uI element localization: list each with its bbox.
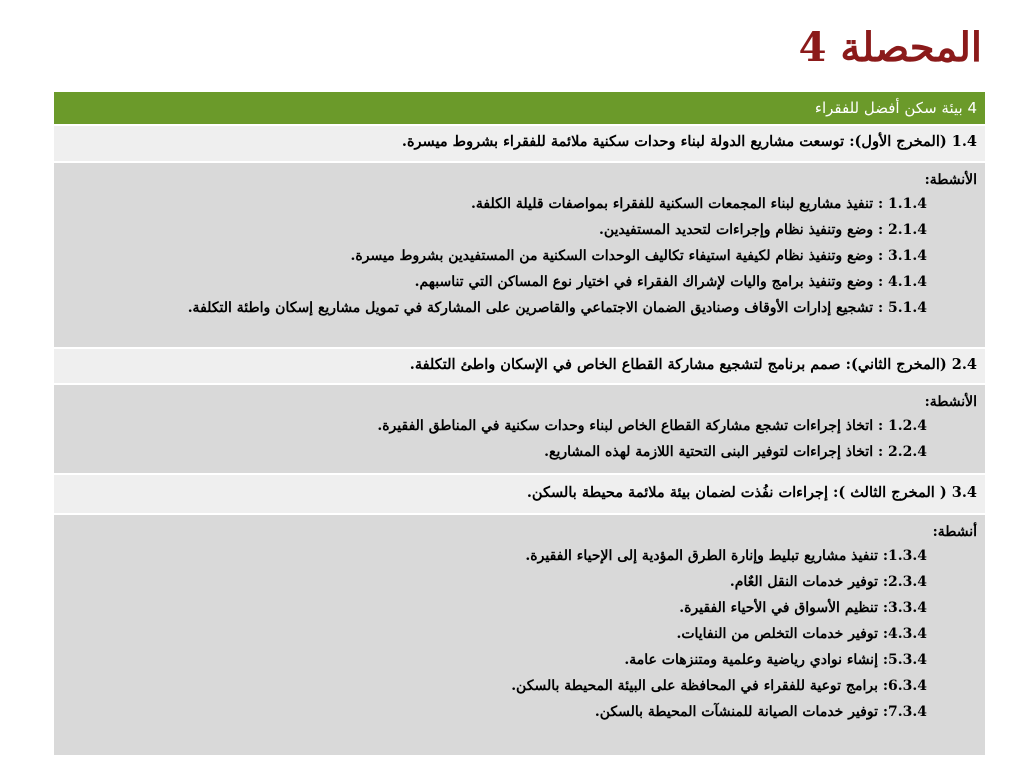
output-row-3: 3.4 ( المخرج الثالث ): إجراءات نفُذت لضمان بيئة ملائمة محيطة بالسكن.: [54, 475, 985, 515]
activity-item: 6.3.4: برامج توعية للفقراء في المحافظة على البيئة المحيطة بالسكن.: [511, 678, 927, 694]
activity-item: 1.3.4: تنفيذ مشاريع تبليط وإنارة الطرق المؤدية إلى الإحياء الفقيرة.: [525, 548, 927, 564]
activities-cell-1: [54, 163, 985, 349]
activities-label: الأنشطة:: [924, 394, 977, 410]
activity-item: 1.1.4 : تنفيذ مشاريع لبناء المجمعات السكنية للفقراء بمواصفات قليلة الكلفة.: [471, 196, 927, 212]
activity-item: 2.2.4 : اتخاذ إجراءات لتوفير البنى التحتية اللازمة لهذه المشاريع.: [544, 444, 927, 460]
activities-cell-3: [54, 515, 985, 757]
activity-item: 4.1.4 : وضع وتنفيذ برامج واليات لإشراك الفقراء في اختيار نوع المساكن التي تناسبهم.: [414, 274, 927, 290]
activity-item: 4.3.4: توفير خدمات التخلص من النفايات.: [676, 626, 927, 642]
page-title: المحصلة 4: [798, 24, 982, 71]
activities-label: الأنشطة:: [924, 172, 977, 188]
table-header: 4 بيئة سكن أفضل للفقراء: [54, 92, 985, 126]
activity-item: 7.3.4: توفير خدمات الصيانة للمنشآت المحيطة بالسكن.: [594, 704, 927, 720]
activity-item: 5.1.4 : تشجيع إدارات الأوقاف وصناديق الضمان الاجتماعي والقاصرين على المشاركة في تمويل مشاريع إسكان واطئة التكلفة.: [187, 300, 927, 316]
activity-item: 2.1.4 : وضع وتنفيذ نظام وإجراءات لتحديد المستفيدين.: [599, 222, 927, 238]
activity-item: 1.2.4 : اتخاذ إجراءات تشجع مشاركة القطاع الخاص لبناء وحدات سكنية في المناطق الفقيرة.: [377, 418, 927, 434]
activity-item: 2.3.4: توفير خدمات النقل العٌام.: [729, 574, 927, 590]
activity-item: 5.3.4: إنشاء نوادي رياضية وعلمية ومتنزهات عامة.: [624, 652, 927, 668]
activity-item: 3.1.4 : وضع وتنفيذ نظام لكيفية استيفاء تكاليف الوحدات السكنية من المستفيدين بشروط ميسرة.: [350, 248, 927, 264]
outcome-table: [54, 92, 985, 757]
output-row-1: 1.4 (المخرج الأول): توسعت مشاريع الدولة لبناء وحدات سكنية ملائمة للفقراء بشروط ميسرة.: [54, 126, 985, 163]
activities-cell-2: [54, 385, 985, 475]
output-row-2: 2.4 (المخرج الثاني): صمم برنامج لتشجيع مشاركة القطاع الخاص في الإسكان واطئ التكلفة.: [54, 349, 985, 385]
activities-label: أنشطة:: [932, 524, 977, 540]
activity-item: 3.3.4: تنظيم الأسواق في الأحياء الفقيرة.: [679, 600, 927, 616]
